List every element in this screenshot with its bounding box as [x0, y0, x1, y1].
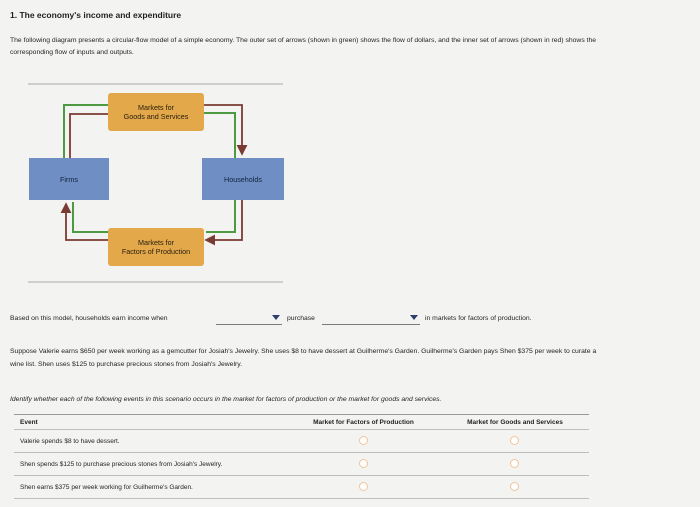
event-cell: Shen earns $375 per week working for Guilherme's Garden.	[14, 476, 286, 499]
divider-bottom	[28, 281, 283, 283]
goods-market-radio-cell	[441, 453, 589, 476]
column-header-goods-market: Market for Goods and Services	[441, 415, 589, 430]
factors-market-radio[interactable]	[359, 459, 368, 468]
purchaser-dropdown[interactable]	[322, 313, 420, 325]
question-title: 1. The economy's income and expenditure	[10, 10, 182, 20]
table-row	[14, 476, 589, 499]
event-cell: Shen spends $125 to purchase precious stones from Josiah's Jewelry.	[14, 453, 286, 476]
fill-in-suffix: in markets for factors of production.	[425, 315, 532, 322]
column-header-factors-market: Market for Factors of Production	[286, 415, 441, 430]
factors-market-radio-cell	[286, 430, 441, 453]
factors-market-radio-cell	[286, 453, 441, 476]
table-instruction: Identify whether each of the following events in this scenario occurs in the market for factors of production or the market for goods and services.	[10, 396, 442, 403]
market-classification-table	[14, 414, 589, 499]
flow-arrow-green	[204, 113, 235, 158]
factors-market-radio[interactable]	[359, 436, 368, 445]
goods-market-radio[interactable]	[510, 482, 519, 491]
chevron-down-icon	[410, 315, 418, 320]
goods-market-radio-cell	[441, 476, 589, 499]
goods-market-radio-cell	[441, 430, 589, 453]
households-box: Households	[202, 158, 284, 200]
flow-arrow-green	[206, 200, 235, 232]
scenario-paragraph: Suppose Valerie earns $650 per week working as a gemcutter for Josiah's Jewelry. She uses $8 to have dessert at Guilherme's Garden. Guilherme's Garden pays Shen $375 per week to curate a wine list. Shen uses $125 to purchase precious stones from Josiah's Jewelry.	[10, 348, 597, 368]
goods-services-market-box: Markets for Goods and Services	[108, 93, 204, 131]
event-cell: Valerie spends $8 to have dessert.	[14, 430, 286, 453]
flow-arrow-red	[206, 200, 242, 240]
fill-in-middle: purchase	[287, 315, 315, 322]
fill-in-prefix: Based on this model, households earn income when	[10, 315, 168, 322]
table-row	[14, 453, 589, 476]
question-intro: The following diagram presents a circular-flow model of a simple economy. The outer set of arrows (shown in green) shows the flow of dollars, and the inner set of arrows (shown in red) shows the corresponding flow of inputs and outputs.	[10, 37, 597, 56]
factors-production-market-box: Markets for Factors of Production	[108, 228, 204, 266]
column-header-event: Event	[14, 415, 286, 430]
table-row	[14, 430, 589, 453]
factors-market-radio[interactable]	[359, 482, 368, 491]
firms-box: Firms	[29, 158, 109, 200]
goods-market-radio[interactable]	[510, 459, 519, 468]
factors-market-radio-cell	[286, 476, 441, 499]
chevron-down-icon	[272, 315, 280, 320]
goods-market-radio[interactable]	[510, 436, 519, 445]
income-source-dropdown[interactable]	[216, 313, 282, 325]
